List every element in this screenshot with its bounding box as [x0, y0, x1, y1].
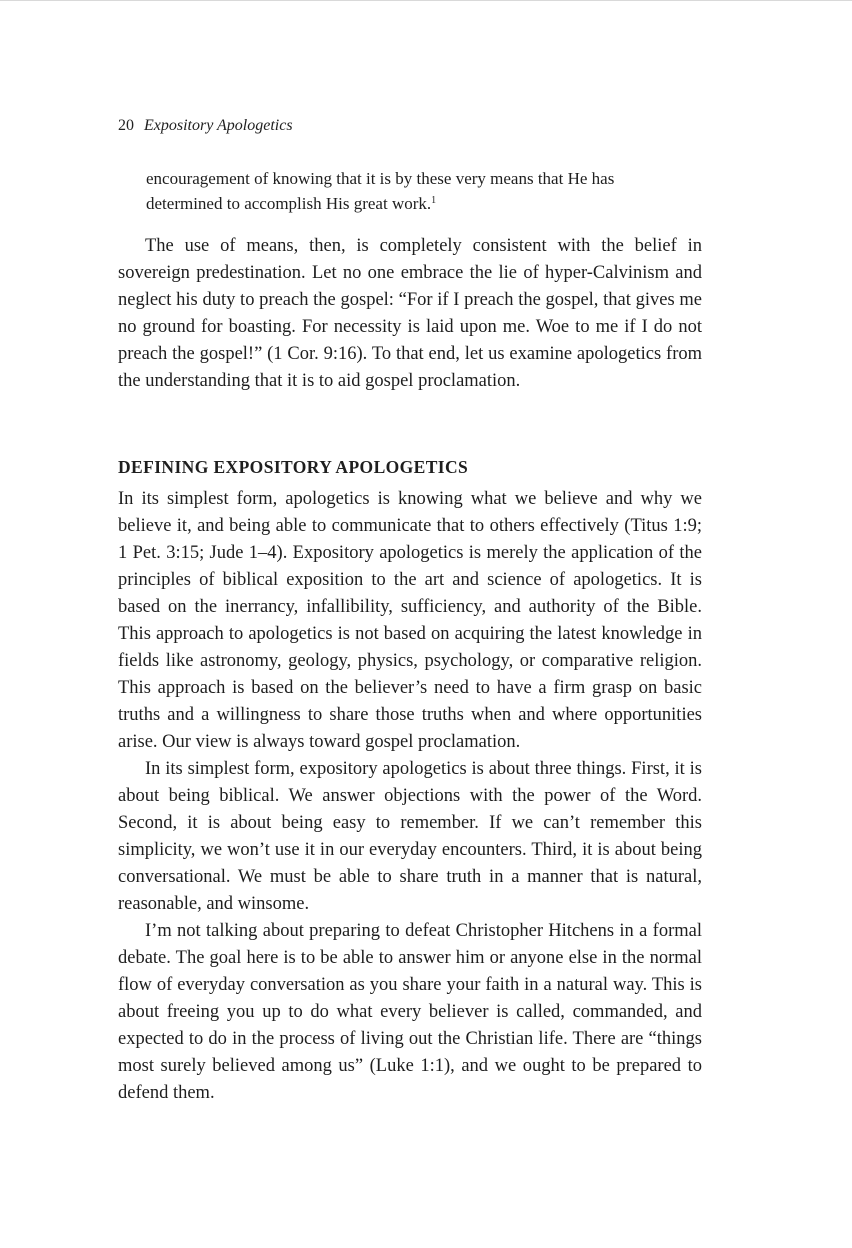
section-heading: DEFINING EXPOSITORY APOLOGETICS	[118, 457, 469, 477]
section-paragraph-1: In its simplest form, apologetics is knowing what we believe and why we believe it, and being able to communicate that to others effectively (Titus 1:9; 1 Pet. 3:15; Jude 1–4). Expository apologetics is merely the application of the principles of biblical exposition to the art and science of apologetics. It is based on the inerrancy, infallibility, sufficiency, and authority of the Bible. This approach to apologetics is not based on acquiring the latest knowledge in fields like astronomy, geology, physics, psychology, or comparative religion. This approach is based on the believer’s need to have a firm grasp on basic truths and a willingness to share those truths when and where opportunities arise. Our view is always toward gospel proclamation.	[118, 489, 702, 752]
section-paragraph-2: In its simplest form, expository apologetics is about three things. First, it is about being biblical. We answer objections with the power of the Word. Second, it is about being easy to remember. If we can’t remember this simplicity, we won’t use it in our everyday encounters. Third, it is about being conversational. We must be able to share truth in a manner that is natural, reasonable, and winsome.	[118, 759, 702, 914]
block-quote-text	[146, 166, 686, 216]
footnote-ref: 1	[431, 195, 437, 206]
section-paragraph-3: I’m not talking about preparing to defeat Christopher Hitchens in a formal debate. The goal here is to be able to answer him or anyone else in the normal flow of everyday conversation as you share your faith in a natural way. This is about freeing you up to do what every believer is called, commanded, and expected to do in the process of living out the Christian life. There are “things most surely believed among us” (Luke 1:1), and we ought to be prepared to defend them.	[118, 921, 702, 1103]
page-header	[118, 116, 293, 136]
running-title: Expository Apologetics	[144, 117, 293, 134]
section-body	[118, 486, 702, 1107]
body-paragraph-1-block	[118, 233, 702, 395]
page-number: 20	[118, 117, 134, 134]
block-quote	[146, 166, 686, 216]
body-paragraph-1: The use of means, then, is completely consistent with the belief in sovereign predestination. Let no one embrace the lie of hyper-Calvinism and neglect his duty to preach the gospel: “For if I preach the gospel, that gives me no ground for boasting. For necessity is laid upon me. Woe to me if I do not preach the gospel!” (1 Cor. 9:16). To that end, let us examine apologetics from the understanding that it is to aid gospel proclamation.	[118, 236, 702, 391]
top-rule	[0, 0, 852, 1]
block-quote-body: encouragement of knowing that it is by these very means that He has determined to accomplish His great work.	[146, 169, 615, 213]
